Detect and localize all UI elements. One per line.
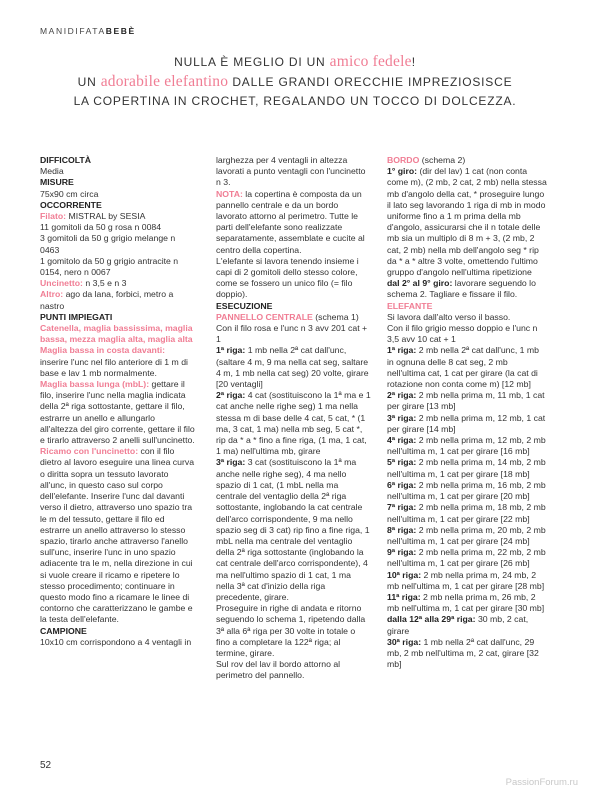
paragraph: Proseguire in righe di andata e ritorno seguendo lo schema 1, ripetendo dalla 3ª alla 6ª riga per 30 volte in totale o fino a completare la 122ª riga; al termine, girare. xyxy=(216,603,366,658)
paragraph: Con il filo grigio messo doppio e l'unc n 3,5 avv 10 cat + 1 xyxy=(387,323,538,345)
execution-label: ESECUZIONE xyxy=(216,300,273,311)
row-2: 2ª riga: 4 cat (sostituiscono la 1ª ma e 1 cat anche nelle righe seg) 1 ma nella stessa m di base delle 4 cat, 5 cat, * (1 ma, 3 cat, 1 ma) nella mb seg, 5 cat *, rip da * a * fino a fine riga, (1 ma, 1 cat, 1 ma) nell'ultima mb, girare xyxy=(216,390,371,457)
stitches-label: PUNTI IMPIEGATI xyxy=(40,311,113,322)
note: NOTA: la copertina è composta da un pannello centrale e da un bordo lavorato attorno al perimetro. Tutte le parti dell'elefante sono realizzate separatamente, assemblate e cucite al centro della copertina. xyxy=(216,188,365,255)
size-label: MISURE xyxy=(40,177,74,188)
page-number: 52 xyxy=(40,760,52,771)
stitch-mbcd: Maglia bassa in costa davanti: inserire l'unc nel filo anteriore di 1 m di base e lav 1 mb normalmente. xyxy=(40,345,188,378)
size-value: 75x90 cm circa xyxy=(40,188,99,199)
gauge-value: 10x10 cm corrispondono a 4 ventagli in xyxy=(40,636,192,647)
intro-text xyxy=(40,52,550,111)
materials-item: 11 gomitoli da 50 g rosa n 0084 xyxy=(40,222,162,233)
round-1: 1° giro: (dir del lav) 1 cat (non conta come m), (2 mb, 2 cat, 2 mb) nella stessa mb d'angolo della cat, * proseguire lungo il lato seg lavorando 1 riga di mb in modo uniforme fino a 1 m prima della mb d'angolo, assicurarsi che il n totale delle mb sia un multiplo di 8 m + 3, (2 mb, 2 cat, 2 mb) nella mb dell'angolo seg * rip da * a * altre 3 volte, omettendo l'ultimo gruppo d'angolo nell'ultima ripetizione xyxy=(387,166,547,278)
stitch-mbl: Maglia bassa lunga (mbL): gettare il filo, inserire l'unc nella maglia indicata della 2ª riga sottostante, gettare il filo, estrarre un anello e allungarlo all'altezza del giro corrente, gettare il filo e tirarlo attraverso 2 anelli sull'uncinetto. xyxy=(40,379,195,446)
elephant-row: 1ª riga: 2 mb nella 2ª cat dall'unc, 1 mb in ognuna delle 8 cat seg, 2 mb nell'ultima cat, 1 cat per girare (la cat di rotazione non conta come m) [12 mb] xyxy=(387,345,539,390)
rounds-2-9: dal 2° al 9° giro: lavorare seguendo lo schema 2. Tagliare e fissare il filo. xyxy=(387,278,536,300)
elephant-row: 30ª riga: 1 mb nella 2ª cat dall'unc, 29 mb, 2 mb nell'ultima m, 2 cat, girare [32 mb] xyxy=(387,636,539,670)
intro-highlight-2: adorabile elefantino xyxy=(100,73,229,90)
materials-yarn: Filato: MISTRAL by SESIA xyxy=(40,211,146,222)
intro-line-3: LA COPERTINA IN CROCHET, REGALANDO UN TOCCO DI DOLCEZZA. xyxy=(73,94,517,108)
row-3: 3ª riga: 3 cat (sostituiscono la 1ª ma anche nelle righe seg), 4 ma nello spazio di 1 cat, (1 mbL nella ma centrale del ventaglio della 2ª riga sottostante, inglobando la cat centrale dell'arco corrispondente, 9 ma nello spazio seg di 3 cat) rip fino a fine riga, 1 mbL nella ma centrale del ventaglio della 2ª riga sottostante (inglobando la cat centrale dell'arco corrispondente), 4 ma nell'ultimo spazio di 1 cat, 1 ma nella 3ª cat d'inizio della riga precedente, girare. xyxy=(216,457,370,602)
difficulty-value: Media xyxy=(40,166,64,177)
materials-label: OCCORRENTE xyxy=(40,199,102,210)
stitch-embroidery: Ricamo con l'uncinetto: con il filo dietro al lavoro eseguire una linea curva o diritta sopra un tessuto lavorato all'unc, in questo caso sul corpo dell'elefante. Inserire l'unc dal davanti verso il dietro, attraverso uno spazio tra le m del tessuto, gettare il filo ed estrarre un anello attraverso lo stesso spazio, tirarlo anche attraverso l'anello sull'unc, inserire l'unc in uno spazio adiacente tra le m, nella direzione in cui si vuole creare il ricamo e ripetere lo stesso procedimento; continuare in questo modo fino a ricamare le linee di contorno che caratterizzano le gambe e la testa dell'elefante. xyxy=(40,446,195,625)
intro-line-2: UN adorabile elefantino DALLE GRANDI ORECCHIE IMPREZIOSISCE xyxy=(77,73,513,90)
paragraph: Si lavora dall'alto verso il basso. xyxy=(387,311,511,322)
watermark: PassionForum.ru xyxy=(505,777,578,788)
materials-item: 1 gomitolo da 50 g grigio antracite n 0154, nero n 0067 xyxy=(40,255,179,278)
paragraph: Con il filo rosa e l'unc n 3 avv 201 cat + 1 xyxy=(216,323,368,345)
materials-other: Altro: ago da lana, forbici, metro a nastro xyxy=(40,289,174,311)
difficulty-label: DIFFICOLTÀ xyxy=(40,155,91,165)
column-1 xyxy=(40,155,195,648)
elephant-row: dalla 12ª alla 29ª riga: 30 mb, 2 cat, girare xyxy=(387,614,529,636)
elephant-row: 6ª riga: 2 mb nella prima m, 16 mb, 2 mb nell'ultima m, 1 cat per girare [20 mb] xyxy=(387,479,546,502)
gauge-label: CAMPIONE xyxy=(40,625,87,636)
elephant-row: 7ª riga: 2 mb nella prima m, 18 mb, 2 mb nell'ultima m, 1 cat per girare [22 mb] xyxy=(387,502,546,524)
elephant-row: 10ª riga: 2 mb nella prima m, 24 mb, 2 mb nell'ultima m, 1 cat per girare [28 mb] xyxy=(387,569,545,591)
elephant-row: 8ª riga: 2 mb nella prima m, 20 mb, 2 mb nell'ultima m, 1 cat per girare [24 mb] xyxy=(387,524,546,546)
column-2 xyxy=(216,155,371,682)
paragraph: Sul rov del lav il bordo attorno al perimetro del pannello. xyxy=(216,659,341,681)
elephant-row: 4ª riga: 2 mb nella prima m, 12 mb, 2 mb nell'ultima m, 1 cat per girare [16 mb] xyxy=(387,435,546,457)
elephant-row: 5ª riga: 2 mb nella prima m, 14 mb, 2 mb nell'ultima m, 1 cat per girare [18 mb] xyxy=(387,457,546,479)
elephant-row: 3ª riga: 2 mb nella prima m, 12 mb, 1 cat per girare [14 mb] xyxy=(387,412,546,434)
intro-highlight-1: amico fedele xyxy=(329,53,412,70)
brand-suffix: BEBÈ xyxy=(105,26,136,36)
border-heading: BORDO (schema 2) xyxy=(387,155,466,165)
elephant-row: 11ª riga: 2 mb nella prima m, 26 mb, 2 mb nell'ultima m, 1 cat per girare [30 mb] xyxy=(387,591,545,614)
row-1: 1ª riga: 1 mb nella 2ª cat dall'unc, (saltare 4 m, 9 ma nella cat seg, saltare 4 m, 1 mb nella cat seg) 20 volte, girare [20 ventagli] xyxy=(216,345,369,390)
materials-hook: Uncinetto: n 3,5 e n 3 xyxy=(40,278,127,289)
magazine-header xyxy=(40,26,136,36)
elephant-row: 2ª riga: 2 mb nella prima m, 11 mb, 1 cat per girare [13 mb] xyxy=(387,390,545,412)
elephant-heading: ELEFANTE xyxy=(387,300,433,311)
brand-name: MANIDIFATA xyxy=(40,26,106,36)
column-3 xyxy=(387,155,547,670)
central-panel-heading: PANNELLO CENTRALE (schema 1) xyxy=(216,311,359,322)
gauge-continued: larghezza per 4 ventagli in altezza lavorati a punto ventagli con l'uncinetto n 3. xyxy=(216,155,366,188)
stitches-list: Catenella, maglia bassissima, maglia bassa, mezza maglia alta, maglia alta xyxy=(40,323,193,345)
materials-item: 3 gomitoli da 50 g grigio melange n 0463 xyxy=(40,233,176,255)
intro-line-1: NULLA È MEGLIO DI UN amico fedele! xyxy=(174,53,416,70)
elephant-row: 9ª riga: 2 mb nella prima m, 22 mb, 2 mb nell'ultima m, 1 cat per girare [26 mb] xyxy=(387,547,546,569)
paragraph: L'elefante si lavora tenendo insieme i capi di 2 gomitoli dello stesso colore, come se fossero un unico filo (= filo doppio). xyxy=(216,255,359,300)
